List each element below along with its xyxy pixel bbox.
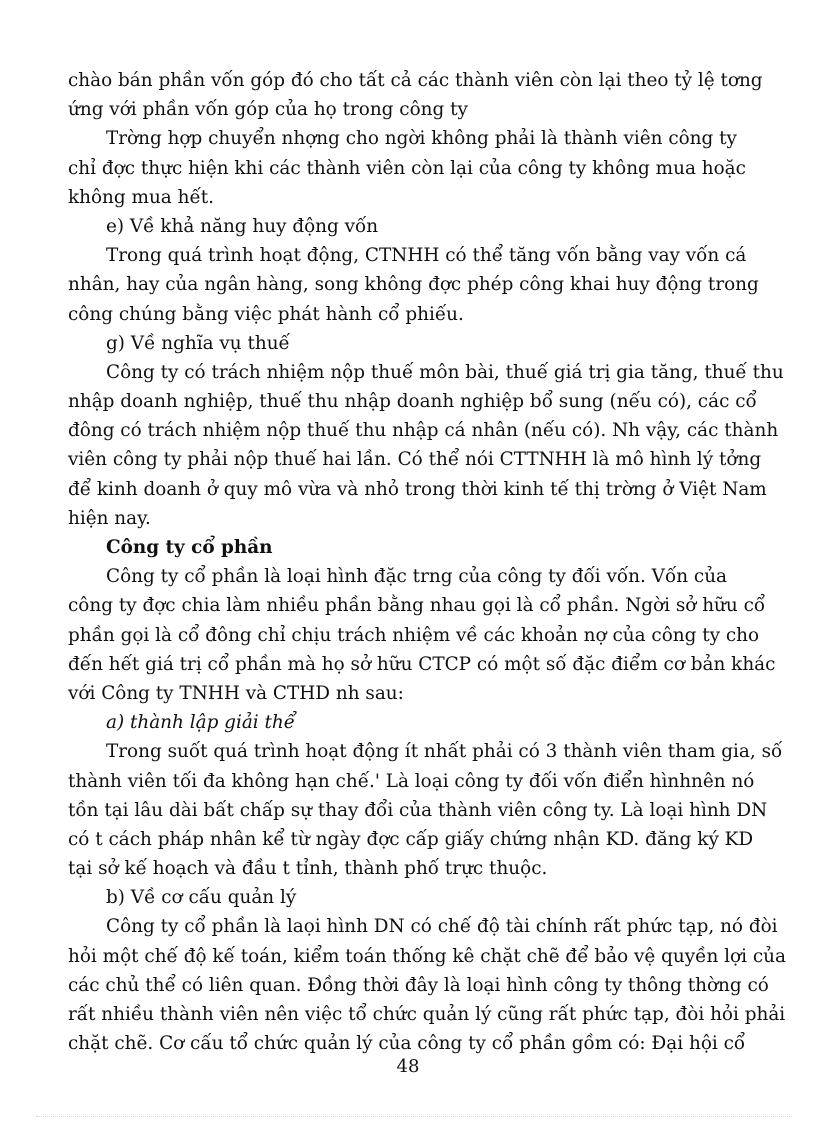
text-line: với Công ty TNHH và CTHD nh sau: xyxy=(68,682,404,704)
text-line: tồn tại lâu dài bất chấp sự thay đổi của thành viên công ty. Là loại hình DN xyxy=(68,799,768,821)
text-line: Công ty cổ phần là laọi hình DN có chế độ tài chính rất phức tạp, nó đòi xyxy=(106,916,778,938)
section-heading: e) Về khả năng huy động vốn xyxy=(106,215,379,237)
italic-heading: a) thành lập giải thể xyxy=(106,712,296,734)
text-line: Công ty cổ phần là loại hình đặc trng của công ty đối vốn. Vốn của xyxy=(106,566,728,588)
text-line: chào bán phần vốn góp đó cho tất cả các thành viên còn lại theo tỷ lệ tơng xyxy=(68,70,763,91)
text-line: đông có trách nhiệm nộp thuế thu nhập cá nhân (nếu có). Nh vậy, các thành xyxy=(68,420,779,442)
text-line: nhập doanh nghiệp, thuế thu nhập doanh nghiệp bổ sung (nếu có), các cổ xyxy=(68,391,757,413)
text-line: Trong suốt quá trình hoạt động ít nhất phải có 3 thành viên tham gia, số xyxy=(106,741,783,763)
text-line: đến hết giá trị cổ phần mà họ sở hữu CTCP có một số đặc điểm cơ bản khác xyxy=(68,653,776,675)
text-line: Trong quá trình hoạt động, CTNHH có thể tăng vốn bằng vay vốn cá xyxy=(106,245,747,267)
text-line: tại sở kế hoạch và đầu t tỉnh, thành phố trực thuộc. xyxy=(68,858,548,880)
text-line: các chủ thể có liên quan. Đồng thời đây là loại hình công ty thông thờng có xyxy=(68,974,769,996)
text-line: không mua hết. xyxy=(68,186,215,208)
text-line: có t cách pháp nhân kể từ ngày đợc cấp giấy chứng nhận KD. đăng ký KD xyxy=(68,828,754,850)
text-line: rất nhiều thành viên nên việc tổ chức quản lý cũng rất phức tạp, đòi hỏi phải xyxy=(68,1004,786,1025)
footer-divider xyxy=(36,1116,792,1117)
page-number: 48 xyxy=(396,1056,420,1077)
section-heading: g) Về nghĩa vụ thuế xyxy=(106,332,290,354)
text-line: thành viên tối đa không hạn chế.' Là loại công ty đối vốn điển hìnhnên nó xyxy=(68,770,755,792)
text-line: ứng với phần vốn góp của họ trong công ty xyxy=(68,99,468,121)
text-line: nhân, hay của ngân hàng, song không đợc phép công khai huy động trong xyxy=(68,274,759,296)
document-body xyxy=(68,66,786,1058)
text-line: công chúng bằng việc phát hành cổ phiếu. xyxy=(68,303,464,325)
text-line: chỉ đợc thực hiện khi các thành viên còn lại của công ty không mua hoặc xyxy=(68,157,746,179)
text-line: hỏi một chế độ kế toán, kiểm toán thống kê chặt chẽ để bảo vệ quyền lợi của xyxy=(68,945,786,967)
text-line: để kinh doanh ở quy mô vừa và nhỏ trong thời kinh tế thị trờng ở Việt Nam xyxy=(68,478,767,500)
text-line: chặt chẽ. Cơ cấu tổ chức quản lý của công ty cổ phần gồm có: Đại hội cổ xyxy=(68,1033,746,1055)
bold-heading: Công ty cổ phần xyxy=(106,537,273,558)
text-line: hiện nay. xyxy=(68,507,151,529)
text-line: Trờng hợp chuyển nhợng cho ngời không phải là thành viên công ty xyxy=(106,128,737,150)
text-line: Công ty có trách nhiệm nộp thuế môn bài, thuế giá trị gia tăng, thuế thu xyxy=(106,361,784,383)
text-line: công ty đợc chia làm nhiều phần bằng nhau gọi là cổ phần. Ngời sở hữu cổ xyxy=(68,595,766,617)
text-line: viên công ty phải nộp thuế hai lần. Có thể nói CTTNHH là mô hình lý tởng xyxy=(68,449,762,471)
section-heading: b) Về cơ cấu quản lý xyxy=(106,887,297,909)
text-line: phần gọi là cổ đông chỉ chịu trách nhiệm về các khoản nợ của công ty cho xyxy=(68,624,760,646)
